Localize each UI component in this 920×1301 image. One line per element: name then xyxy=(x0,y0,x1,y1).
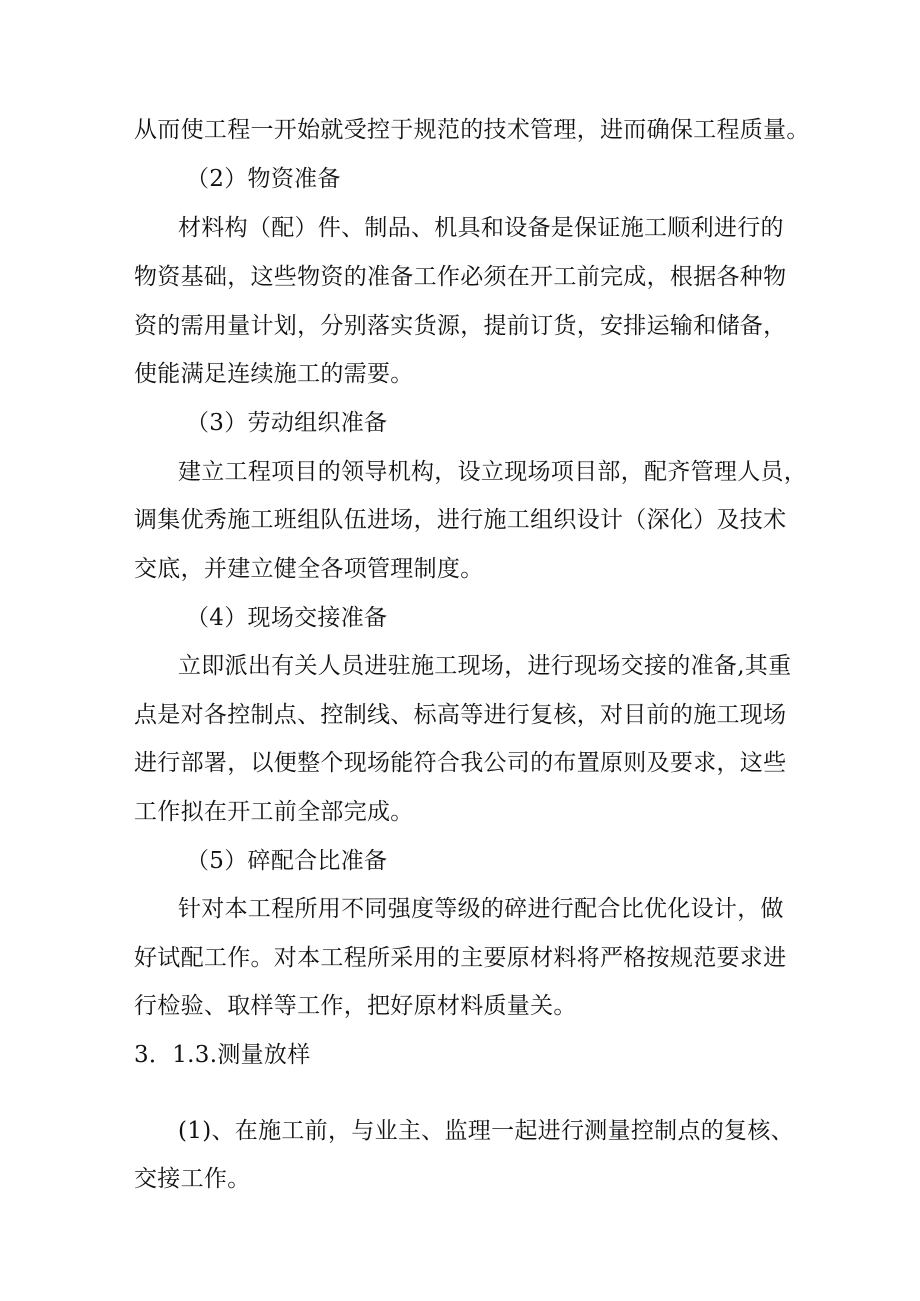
paragraph-line: 行检验、取样等工作，把好原材料质量关。 xyxy=(134,993,577,1019)
paragraph-line: 点是对各控制点、控制线、标高等进行复核，对目前的施工现场 xyxy=(134,702,787,728)
paragraph-line: 材料构（配）件、制品、机具和设备是保证施工顺利进行的 xyxy=(178,215,784,241)
paragraph-line: 立即派出有关人员进驻施工现场，进行现场交接的准备,其重 xyxy=(178,653,792,679)
paragraph-line: 使能满足连续施工的需要。 xyxy=(134,361,414,387)
section-heading-survey: 3．1.3.测量放样 xyxy=(134,1042,311,1068)
section-heading-materials: （2）物资准备 xyxy=(186,166,341,192)
paragraph-line: 调集优秀施工班组队伍进场，进行施工组织设计（深化）及技术 xyxy=(134,507,787,533)
paragraph-line: 针对本工程所用不同强度等级的碎进行配合比优化设计，做 xyxy=(178,896,784,922)
paragraph-line: 建立工程项目的领导机构，设立现场项目部，配齐管理人员， xyxy=(178,459,808,485)
section-heading-mix-ratio: （5）碎配合比准备 xyxy=(186,848,388,874)
paragraph-line: 交底，并建立健全各项管理制度。 xyxy=(134,556,484,582)
paragraph-line: 交接工作。 xyxy=(134,1166,251,1192)
paragraph-line: 资的需用量计划，分别落实货源，提前订货，安排运输和储备， xyxy=(134,313,787,339)
paragraph-line: (1)、在施工前，与业主、监理一起进行测量控制点的复核、 xyxy=(178,1118,794,1144)
paragraph-line: 物资基础，这些物资的准备工作必须在开工前完成，根据各种物 xyxy=(134,264,787,290)
paragraph-line: 工作拟在开工前全部完成。 xyxy=(134,799,414,825)
paragraph-line: 进行部署，以便整个现场能符合我公司的布置原则及要求，这些 xyxy=(134,750,787,776)
section-heading-site-handover: （4）现场交接准备 xyxy=(186,605,388,631)
paragraph-line: 好试配工作。对本工程所采用的主要原材料将严格按规范要求进 xyxy=(134,945,787,971)
section-heading-labor: （3）劳动组织准备 xyxy=(186,410,388,436)
paragraph-line: 从而使工程一开始就受控于规范的技术管理，进而确保工程质量。 xyxy=(134,117,810,143)
